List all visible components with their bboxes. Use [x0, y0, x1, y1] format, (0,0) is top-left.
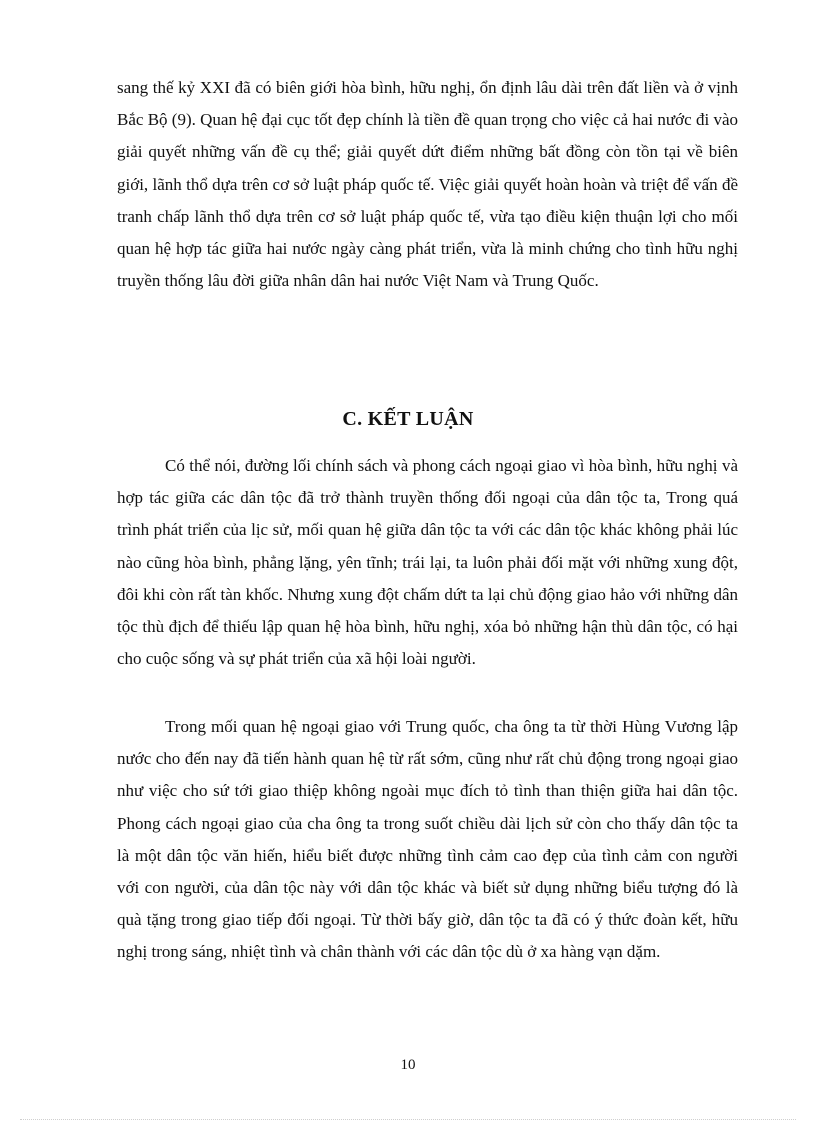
- conclusion-paragraph-2: Trong mối quan hệ ngoại giao với Trung quốc, cha ông ta từ thời Hùng Vương lập nước cho đến nay đã tiến hành quan hệ từ rất sớm, cũng như rất chủ động trong ngoại giao như việc cho sứ tới giao thiệp không ngoài mục đích tỏ tình than thiện giữa hai dân tộc. Phong cách ngoại giao của cha ông ta trong suốt chiều dài lịch sử còn cho thấy dân tộc ta là một dân tộc văn hiến, hiểu biết được những tình cảm cao đẹp của tình cảm con người với con người, của dân tộc này với dân tộc khác và biết sử dụng những biểu tượng đó là quà tặng trong giao tiếp đối ngoại. Từ thời bấy giờ, dân tộc ta đã có ý thức đoàn kết, hữu nghị trong sáng, nhiệt tình và chân thành với các dân tộc dù ở xa hàng vạn dặm.: [117, 717, 738, 962]
- page-bottom-divider: [20, 1119, 796, 1120]
- section-heading: C. KẾT LUẬN: [342, 408, 474, 430]
- continued-paragraph: sang thế kỷ XXI đã có biên giới hòa bình, hữu nghị, ổn định lâu dài trên đất liền và ở vịnh Bắc Bộ (9). Quan hệ đại cục tốt đẹp chính là tiền đề quan trọng cho việc cả hai nước đi vào giải quyết những vấn đề cụ thể; giải quyết dứt điểm những bất đồng còn tồn tại về biên giới, lãnh thổ dựa trên cơ sở luật pháp quốc tế. Việc giải quyết hoàn hoàn và triệt để vấn đề tranh chấp lãnh thổ dựa trên cơ sở luật pháp quốc tế, vừa tạo điều kiện thuận lợi cho mối quan hệ hợp tác giữa hai nước ngày càng phát triển, vừa là minh chứng cho tình hữu nghị truyền thống lâu đời giữa nhân dân hai nước Việt Nam và Trung Quốc.: [117, 78, 738, 291]
- page-number: 10: [400, 1057, 416, 1073]
- conclusion-paragraph-1: Có thể nói, đường lối chính sách và phong cách ngoại giao vì hòa bình, hữu nghị và hợp tác giữa các dân tộc đã trở thành truyền thống đối ngoại của dân tộc ta, Trong quá trình phát triển của lịc sử, mối quan hệ giữa dân tộc ta với các dân tộc khác không phải lúc nào cũng hòa bình, phẳng lặng, yên tĩnh; trái lại, ta luôn phải đối mặt với những xung đột, đôi khi còn rất tàn khốc. Nhưng xung đột chấm dứt ta lại chủ động giao hảo với những dân tộc thù địch để thiếu lập quan hệ hòa bình, hữu nghị, xóa bỏ những hận thù dân tộc, có hại cho cuộc sống và sự phát triển của xã hội loài người.: [117, 456, 738, 669]
